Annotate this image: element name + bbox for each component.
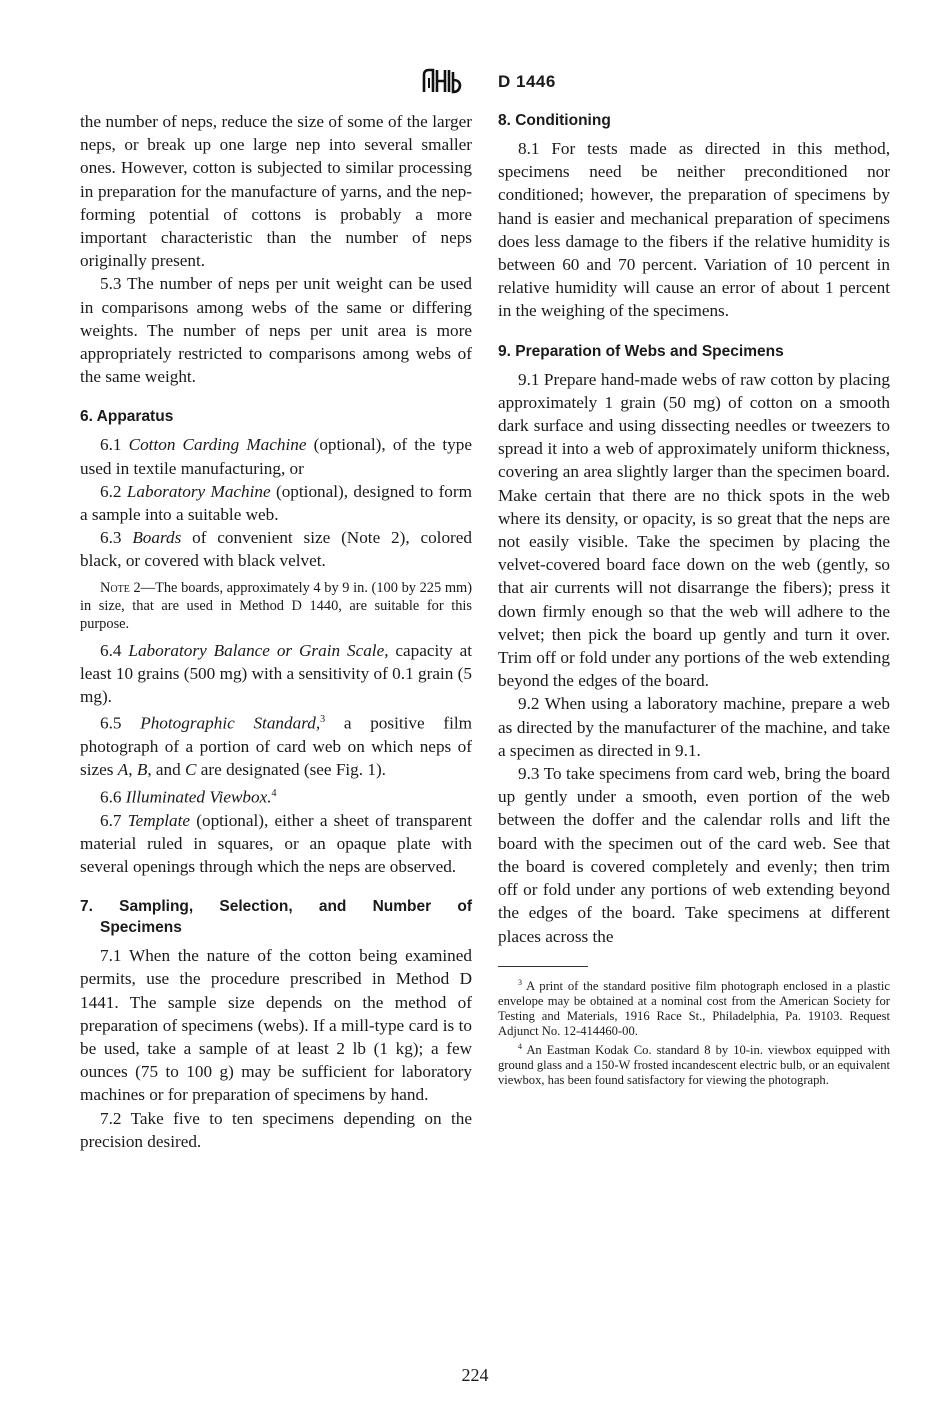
- item-6-3: 6.3 Boards of convenient size (Note 2), colored black, or covered with black velvet.: [80, 528, 473, 571]
- footnote-3: $^3$ A print of the standard positive film photograph enclosed in a plastic envelope may be obtained at a nominal cost from the American Society for Testing and Materials, 1916 Race St., Philadelphia, Pa. 19103. Request Adjunct No. 12-414460-00.: [498, 977, 890, 1038]
- item-6-5: 6.5 Photographic Standard,$^3$ a positive film photograph of a portion of card web on which neps of sizes A, B, and C are designated (see Fig. 1).: [80, 714, 472, 780]
- paragraph-8-1: 8.1 For tests made as directed in this method, specimens need be neither preconditioned nor conditioned; however, the preparation of specimens by hand is easier and mechanical preparation of specimens does less damage to the fibers if the relative humidity is between 60 and 70 percent. Variation of 10 percent in relative humidity will cause an error of about 1 percent in the weighing of the specimens.: [498, 139, 890, 321]
- section-8-heading: 8. Conditioning: [498, 112, 611, 129]
- paragraph-9-2: 9.2 When using a laboratory machine, prepare a web as directed by the manufacturer of the machine, and take a specimen as directed in 9.1.: [498, 694, 890, 760]
- paragraph-5-3: 5.3 The number of neps per unit weight can be used in comparisons among webs of the same or differing weights. The number of neps per unit area is more appropriately restricted to comparisons among webs of the same weight.: [80, 274, 472, 387]
- left-column: [80, 110, 472, 1153]
- item-6-6: 6.6 Illuminated Viewbox.$^4$: [100, 787, 277, 807]
- footnote-4: $^4$ An Eastman Kodak Co. standard 8 by 10-in. viewbox equipped with ground glass and a 150-W frosted incandescent electric bulb, or an equivalent viewbox, has been found satisfactory for viewing the photograph.: [498, 1041, 890, 1088]
- footnote-divider: [498, 966, 588, 967]
- item-6-7: 6.7 Template (optional), either a sheet of transparent material ruled in squares, or an opaque plate with several openings through which the neps are observed.: [80, 810, 472, 876]
- note-2: Note 2—The boards, approximately 4 by 9 in. (100 by 225 mm) in size, that are used in Method D 1440, are suitable for this purpose.: [80, 579, 472, 632]
- page-number: 224: [461, 1365, 489, 1385]
- astm-logo-icon: [420, 68, 464, 94]
- right-column: [498, 110, 890, 1088]
- paragraph-7-1: 7.1 When the nature of the cotton being examined permits, use the procedure prescribed in Method D 1441. The sample size depends on the method of preparation of specimens (webs). If a mill-type card is to be used, take a sample of at least 2 lb (1 kg); a few ounces (75 to 100 g) may be sufficient for laboratory machines or for preparation of specimens by hand.: [80, 946, 472, 1105]
- standard-designation: D 1446: [498, 72, 556, 91]
- paragraph-9-3: 9.3 To take specimens from card web, bring the board up gently under a smooth, even portion of the web between the doffer and the calendar rolls and lift the board with the specimen out of the card web. See that the board is covered completely and evenly; then trim off or fold under any portions of web extending beyond the edges of the board. Take specimens at different places across the: [498, 764, 890, 946]
- item-6-4: 6.4 Laboratory Balance or Grain Scale, capacity at least 10 grains (500 mg) with a sensitivity of 0.1 grain (5 mg).: [80, 640, 472, 707]
- section-9-heading: 9. Preparation of Webs and Specimens: [498, 342, 784, 360]
- paragraph-continued: the number of neps, reduce the size of some of the larger neps, or break up one large nep into several smaller ones. However, cotton is subjected to similar processing in preparation for the manufacture of yarns, and the nep-forming potential of cottons is probably a more important characteristic than the number of neps originally present.: [80, 112, 472, 271]
- section-6-heading: 6. Apparatus: [80, 408, 174, 426]
- paragraph-7-2: 7.2 Take five to ten specimens depending on the precision desired.: [80, 1108, 472, 1151]
- section-7-heading: 7. Sampling, Selection, and Number of Specimens: [80, 898, 472, 937]
- page-header: [0, 68, 950, 98]
- item-6-1: 6.1 Cotton Carding Machine (optional), of the type used in textile manufacturing, or: [80, 435, 472, 478]
- paragraph-9-1: 9.1 Prepare hand-made webs of raw cotton by placing approximately 1 grain (50 mg) of cotton on a smooth dark surface and using dissecting needles or tweezers to spread it into a web of approximately uniform thickness, covering an area slightly larger than the specimen board. Make certain that there are no thick spots in the web where its density, or opacity, is so great that the neps are not easily visible. Take the specimen by placing the velvet-covered board face down on the web (gently, so that air currents will not disarrange the fibers); press it down firmly enough so that the web will adhere to the velvet; then pick the board up gently and turn it over. Trim off or fold under any portions of the web extending beyond the edges of the board.: [498, 369, 890, 691]
- item-6-2: 6.2 Laboratory Machine (optional), designed to form a sample into a suitable web.: [80, 481, 472, 525]
